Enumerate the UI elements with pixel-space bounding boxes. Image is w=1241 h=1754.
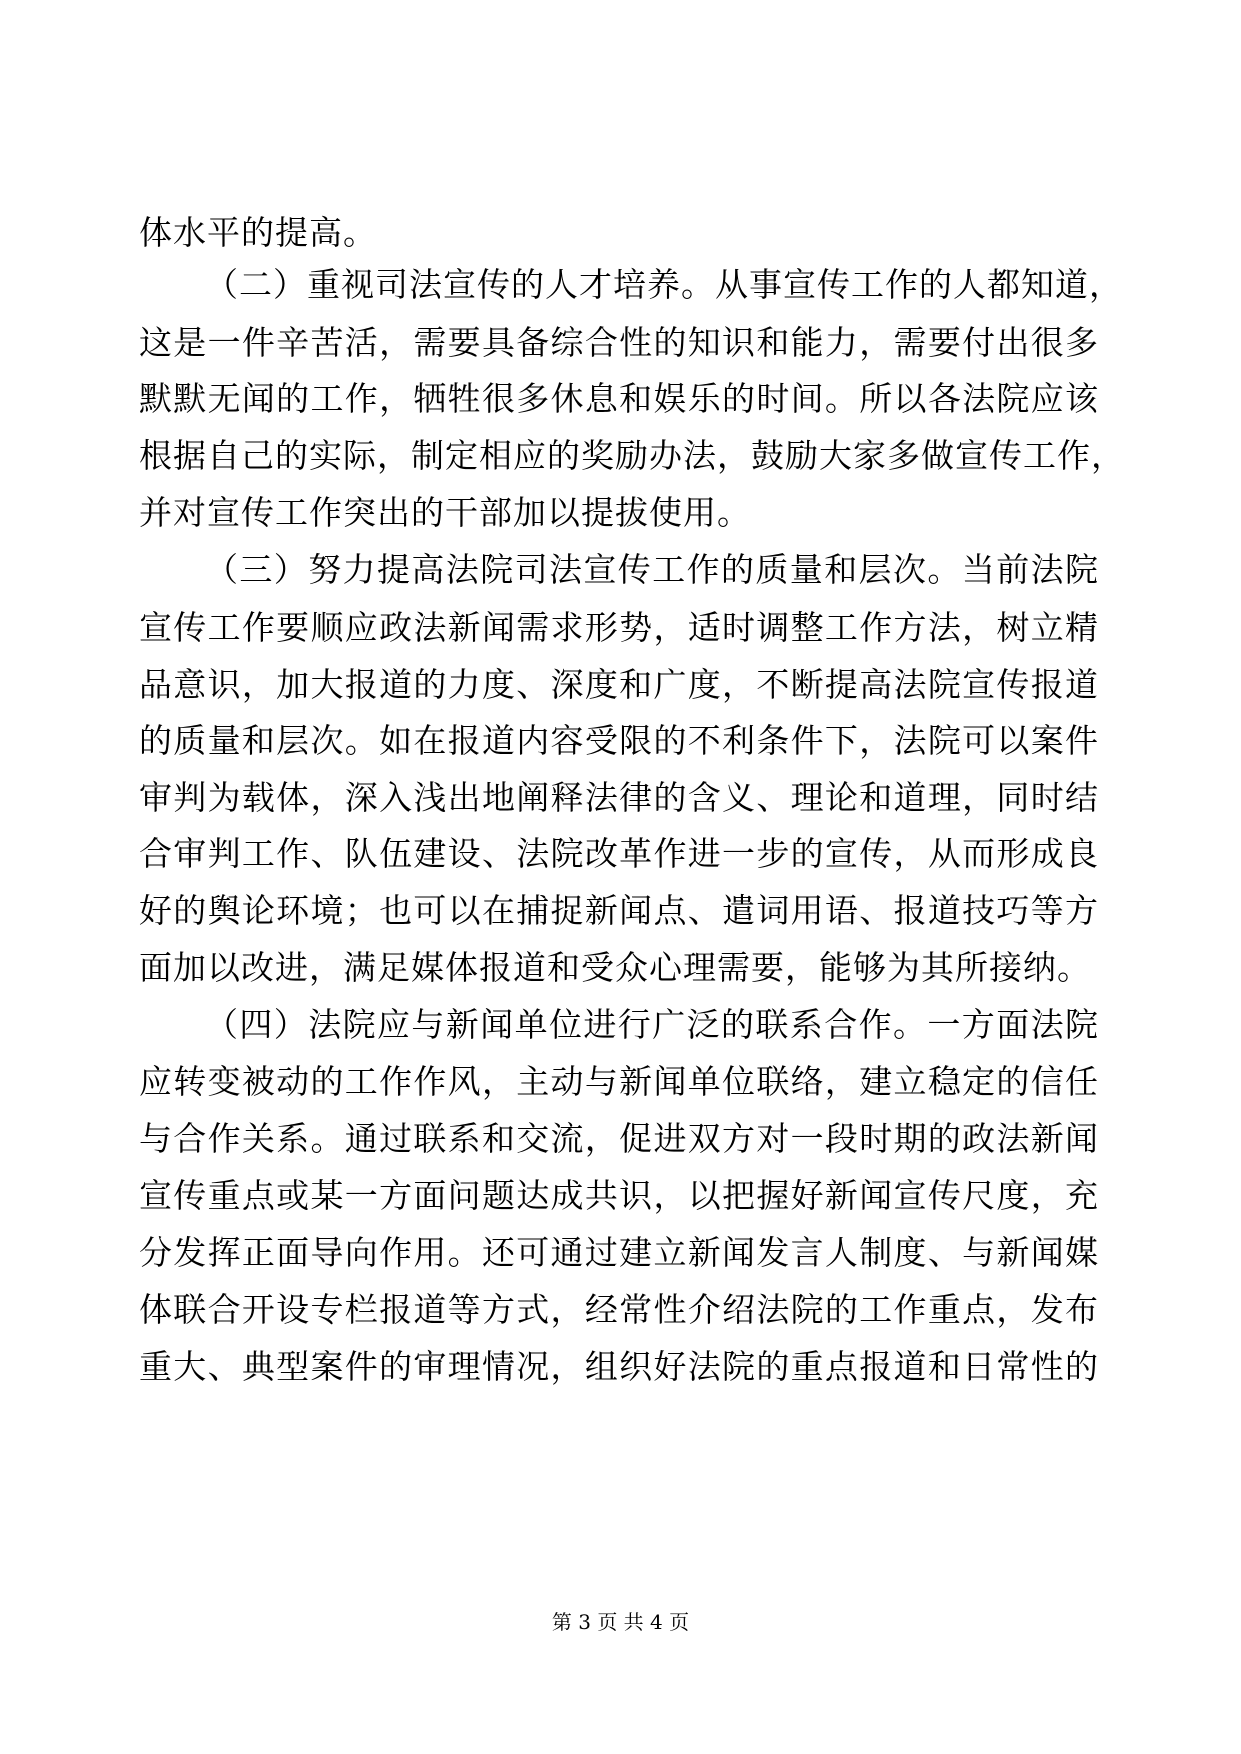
paragraph-2-line-3: 默默无闻的工作，牺牲很多休息和娱乐的时间。所以各法院应该 xyxy=(139,379,1099,418)
paragraph-4-line-7: 重大、典型案件的审理情况，组织好法院的重点报道和日常性的 xyxy=(139,1347,1099,1386)
paragraph-3-line-5: 审判为载体，深入浅出地阐释法律的含义、理论和道理，同时结 xyxy=(139,778,1099,817)
paragraph-3-line-4: 的质量和层次。如在报道内容受限的不利条件下，法院可以案件 xyxy=(139,721,1099,760)
paragraph-3-line-2: 宣传工作要顺应政法新闻需求形势，适时调整工作方法，树立精 xyxy=(139,608,1099,647)
page-footer: 第 3 页 共 4 页 xyxy=(551,1610,690,1634)
paragraph-3-line-6: 合审判工作、队伍建设、法院改革作进一步的宣传，从而形成良 xyxy=(139,834,1099,873)
paragraph-4-line-1: （四）法院应与新闻单位进行广泛的联系合作。一方面法院 xyxy=(205,1005,1099,1044)
paragraph-3-line-8: 面加以改进，满足媒体报道和受众心理需要，能够为其所接纳。 xyxy=(139,948,1091,987)
paragraph-4-line-2: 应转变被动的工作作风，主动与新闻单位联络，建立稳定的信任 xyxy=(139,1062,1099,1101)
paragraph-4-line-4: 宣传重点或某一方面问题达成共识，以把握好新闻宣传尺度，充 xyxy=(139,1176,1099,1215)
paragraph-3-line-3: 品意识，加大报道的力度、深度和广度，不断提高法院宣传报道 xyxy=(139,665,1099,704)
paragraph-2-line-4: 根据自己的实际，制定相应的奖励办法，鼓励大家多做宣传工作， xyxy=(139,436,1125,475)
paragraph-2-line-1: （二）重视司法宣传的人才培养。从事宣传工作的人都知道， xyxy=(205,265,1123,304)
paragraph-4-line-5: 分发挥正面导向作用。还可通过建立新闻发言人制度、与新闻媒 xyxy=(139,1233,1099,1272)
text-line-1: 体水平的提高。 xyxy=(139,213,377,252)
paragraph-4-line-3: 与合作关系。通过联系和交流，促进双方对一段时期的政法新闻 xyxy=(139,1119,1099,1158)
paragraph-3-line-1: （三）努力提高法院司法宣传工作的质量和层次。当前法院 xyxy=(205,550,1099,589)
paragraph-4-line-6: 体联合开设专栏报道等方式，经常性介绍法院的工作重点，发布 xyxy=(139,1290,1099,1329)
paragraph-2-line-2: 这是一件辛苦活，需要具备综合性的知识和能力，需要付出很多 xyxy=(139,323,1099,362)
paragraph-3-line-7: 好的舆论环境；也可以在捕捉新闻点、遣词用语、报道技巧等方 xyxy=(139,891,1099,930)
paragraph-2-line-5: 并对宣传工作突出的干部加以提拔使用。 xyxy=(139,493,751,532)
